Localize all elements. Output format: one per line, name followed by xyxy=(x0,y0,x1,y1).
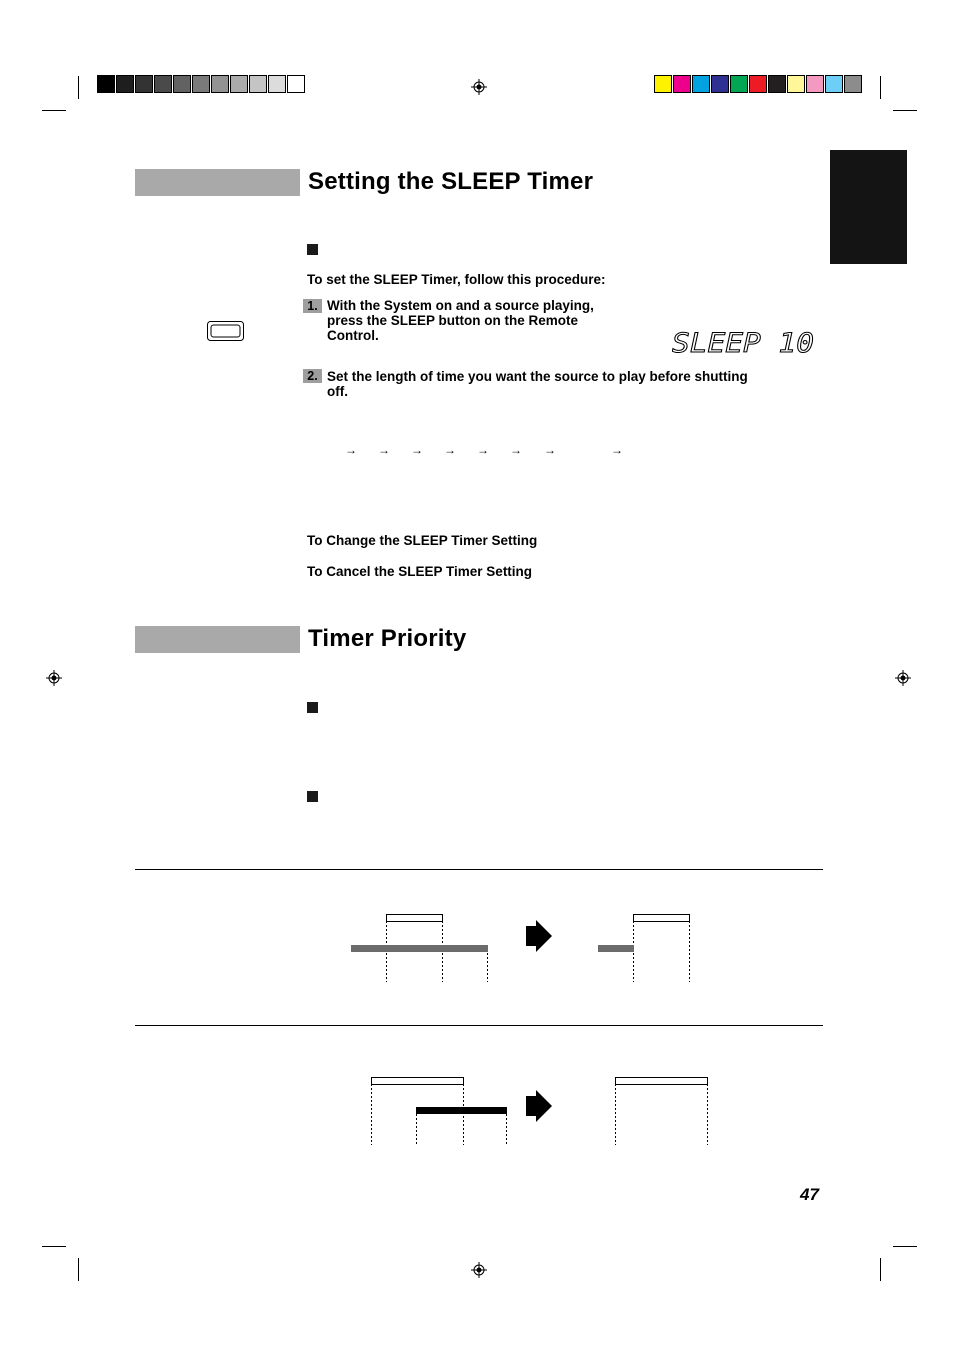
registration-mark-icon xyxy=(471,1262,487,1278)
color-swatch xyxy=(287,75,305,93)
section-title-sleep: Setting the SLEEP Timer xyxy=(308,168,594,195)
timer-bar-before xyxy=(372,1078,508,1146)
right-arrow-icon: → xyxy=(378,443,390,457)
color-swatch xyxy=(711,75,729,93)
right-arrow-icon: → xyxy=(444,443,456,457)
color-swatch xyxy=(230,75,248,93)
step-line: off. xyxy=(327,384,348,399)
grey-scale-bar xyxy=(97,75,306,93)
step-line: press the SLEEP button on the Remote xyxy=(327,313,579,328)
color-swatch xyxy=(211,75,229,93)
bullet-square xyxy=(307,244,318,255)
timer-priority-diagram-2 xyxy=(360,1070,720,1150)
divider-line xyxy=(135,1025,823,1026)
lcd-display-text: SLEEP 10 xyxy=(672,331,814,355)
section-header-bar xyxy=(135,169,300,196)
crop-mark xyxy=(880,76,881,99)
divider-line xyxy=(135,869,823,870)
color-swatch xyxy=(730,75,748,93)
color-swatch xyxy=(154,75,172,93)
crop-mark xyxy=(42,1246,66,1247)
subhead-cancel: To Cancel the SLEEP Timer Setting xyxy=(307,564,533,579)
step-line: With the System on and a source playing, xyxy=(327,298,594,313)
color-swatch xyxy=(192,75,210,93)
color-swatch xyxy=(673,75,691,93)
step-number: 2. xyxy=(303,369,322,383)
procedure-intro: To set the SLEEP Timer, follow this procedure: xyxy=(307,272,606,287)
color-swatch xyxy=(806,75,824,93)
color-swatch xyxy=(97,75,115,93)
crop-mark xyxy=(880,1258,881,1281)
crop-mark xyxy=(893,1246,917,1247)
registration-mark-icon xyxy=(46,670,62,686)
subhead-change: To Change the SLEEP Timer Setting xyxy=(307,533,538,548)
right-arrow-icon: → xyxy=(611,443,623,457)
color-swatch xyxy=(268,75,286,93)
crop-mark xyxy=(78,1258,79,1281)
crop-mark xyxy=(893,110,917,111)
section-header-bar xyxy=(135,626,300,653)
timer-bar-after xyxy=(616,1078,708,1146)
right-arrow-icon: → xyxy=(510,443,522,457)
registration-mark-icon xyxy=(471,79,487,95)
color-swatch xyxy=(768,75,786,93)
bullet-square xyxy=(307,702,318,713)
color-swatch xyxy=(825,75,843,93)
language-tab xyxy=(830,150,907,264)
timer-bar-after xyxy=(598,915,690,983)
step-number: 1. xyxy=(303,299,322,313)
bullet-square xyxy=(307,791,318,802)
color-swatch xyxy=(249,75,267,93)
step-line: Set the length of time you want the source to play before shutting xyxy=(327,369,748,384)
color-swatch xyxy=(787,75,805,93)
crop-mark xyxy=(42,110,66,111)
color-swatch xyxy=(654,75,672,93)
step-text xyxy=(327,369,748,399)
timer-bar-before xyxy=(351,915,488,983)
color-swatch xyxy=(749,75,767,93)
step-text xyxy=(327,298,594,343)
crop-mark xyxy=(78,76,79,99)
sleep-button-icon xyxy=(207,321,244,341)
color-swatch xyxy=(116,75,134,93)
color-swatch xyxy=(135,75,153,93)
step-line: Control. xyxy=(327,328,379,343)
color-swatch xyxy=(692,75,710,93)
color-swatch xyxy=(844,75,862,93)
arrow-right-icon xyxy=(526,1090,552,1122)
right-arrow-icon: → xyxy=(544,443,556,457)
page-number: 47 xyxy=(800,1185,819,1204)
registration-mark-icon xyxy=(895,670,911,686)
lcd-display xyxy=(672,331,817,355)
timer-priority-diagram-1 xyxy=(340,905,710,990)
color-swatch xyxy=(173,75,191,93)
right-arrow-icon: → xyxy=(477,443,489,457)
section-title-priority: Timer Priority xyxy=(308,625,467,652)
process-color-bar xyxy=(654,75,863,93)
right-arrow-icon: → xyxy=(345,443,357,457)
arrow-right-icon xyxy=(526,920,552,952)
right-arrow-icon: → xyxy=(411,443,423,457)
